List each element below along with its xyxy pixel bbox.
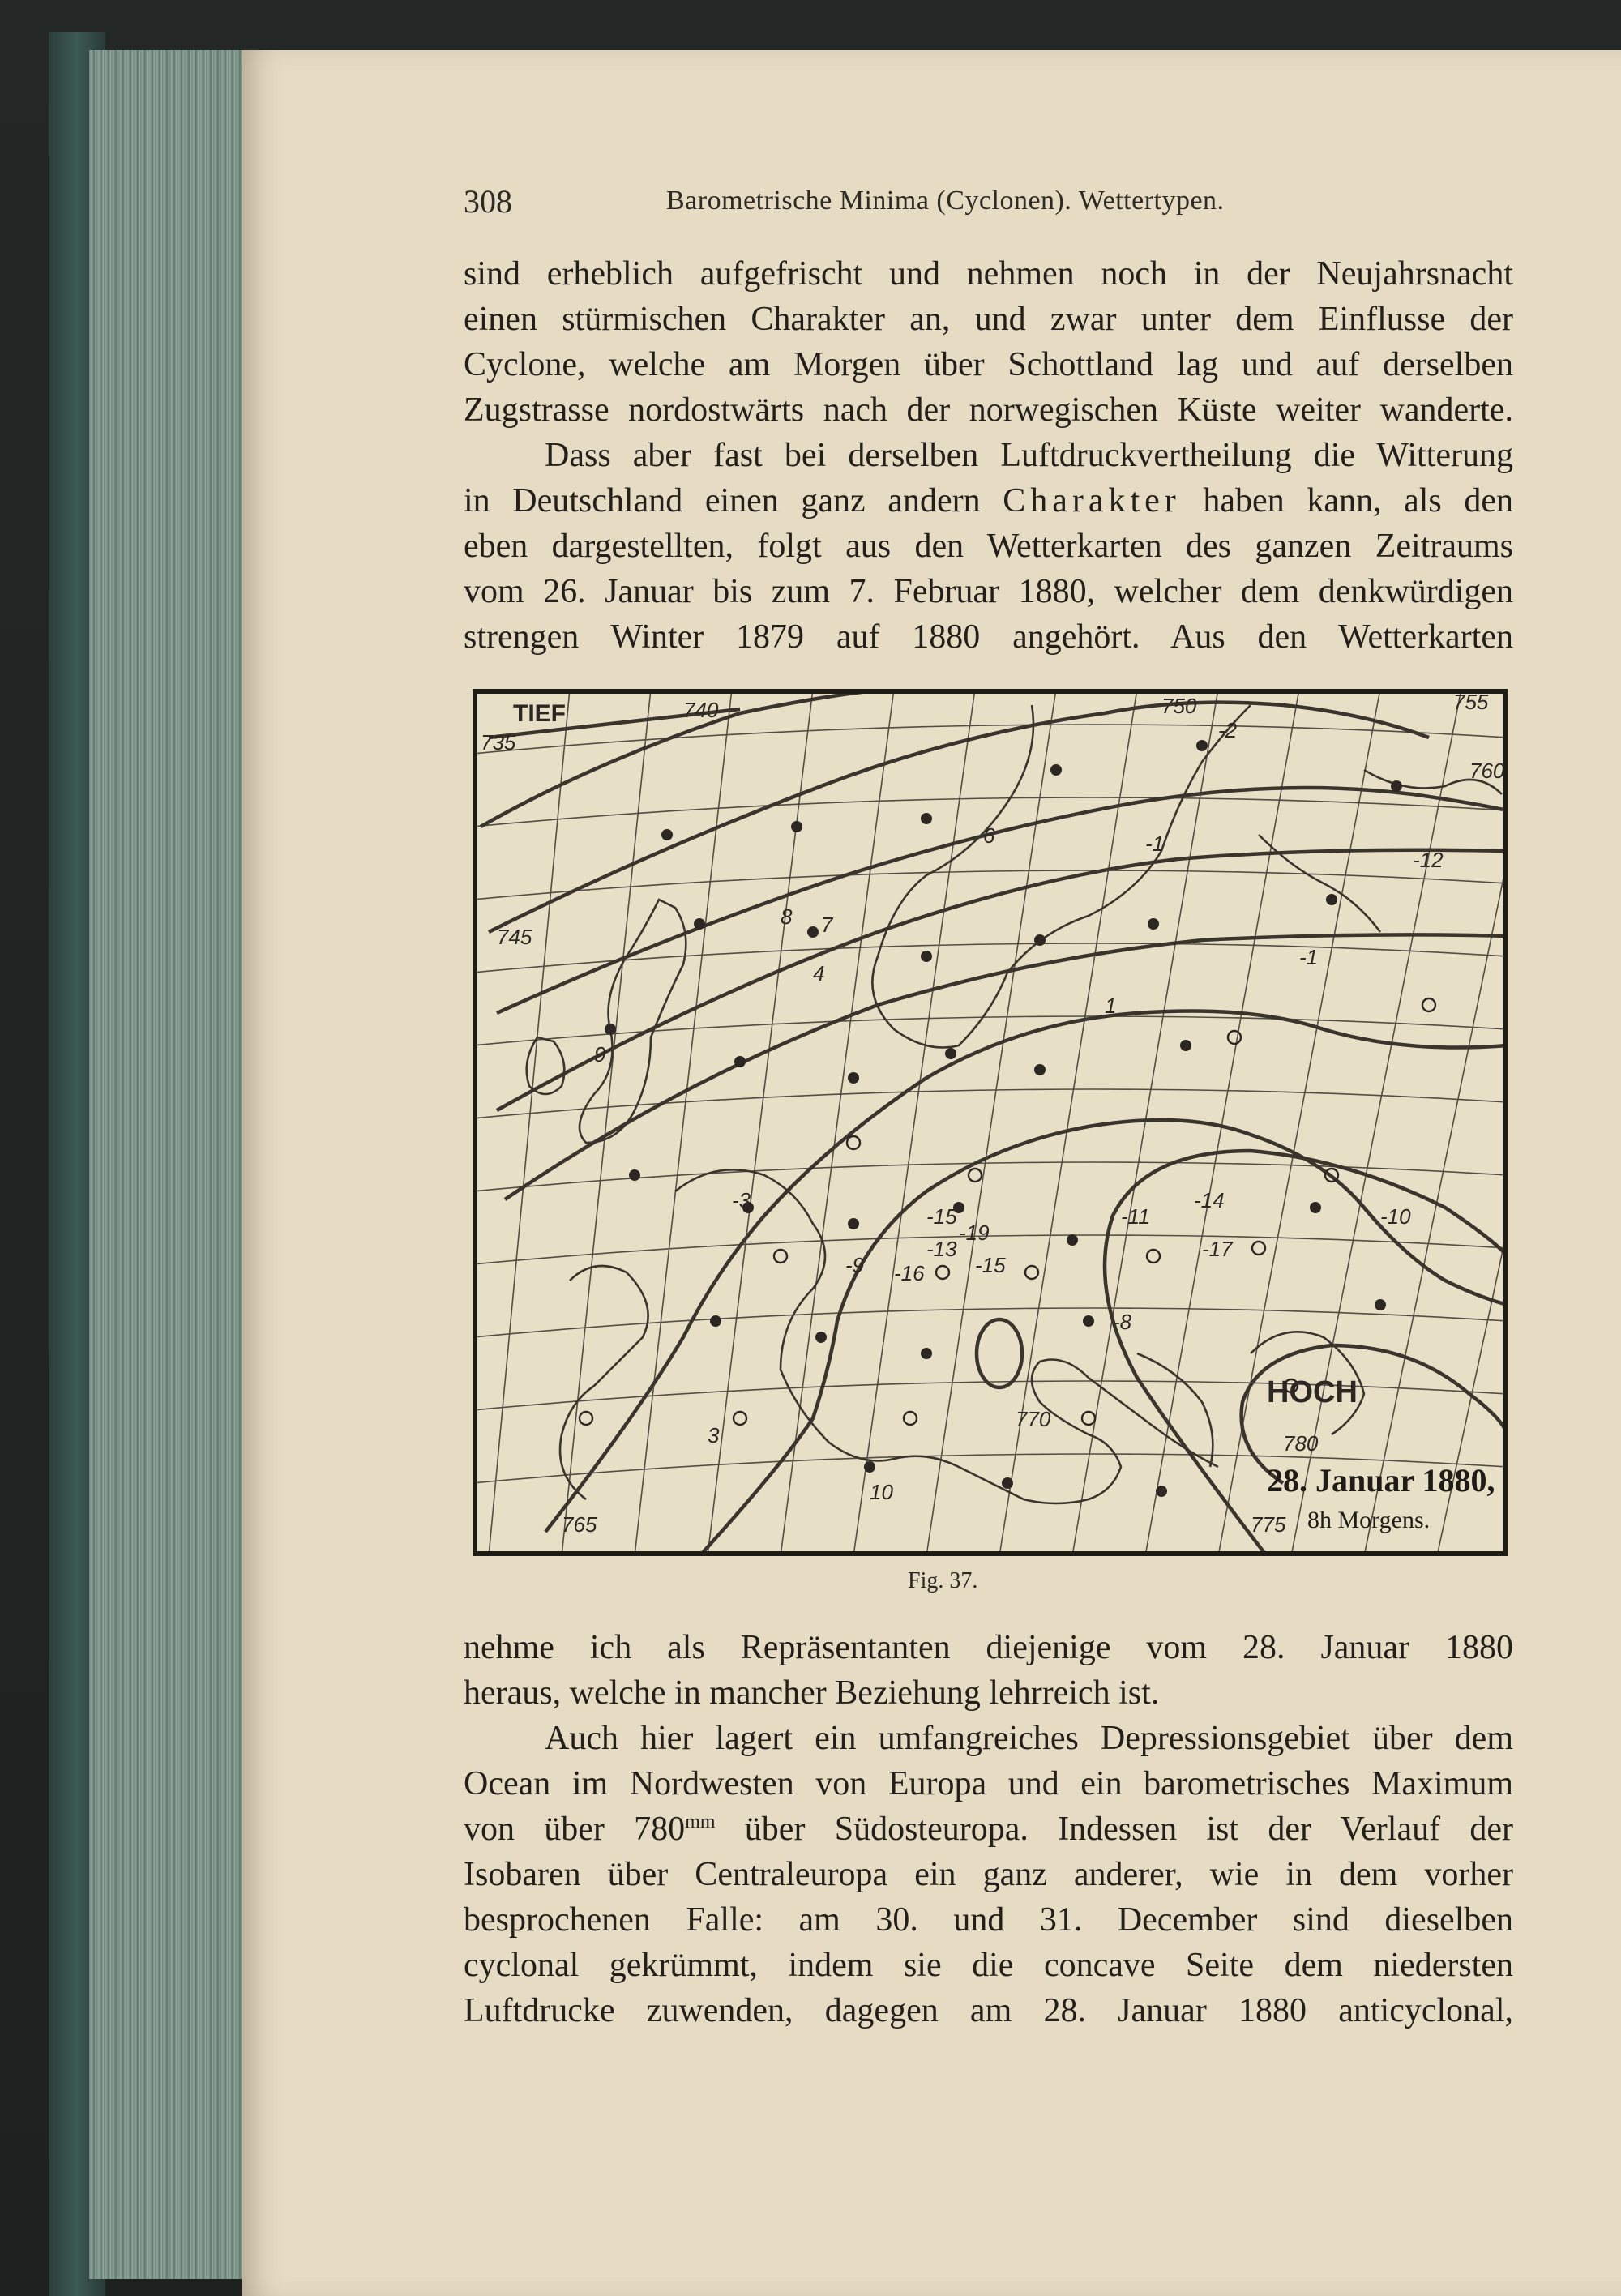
text-line: einen stürmischen Charakter an, und zwar unter dem Einflusse der [464,301,1513,338]
temp-label: 4 [813,961,825,986]
text-fragment: von über 780 [464,1811,686,1848]
text-fragment: in Deutschland einen ganz andern [464,482,1003,519]
figure-caption: Fig. 37. [908,1568,978,1593]
temp-label: -17 [1202,1237,1233,1261]
temp-label: -8 [1113,1310,1132,1334]
running-head [464,182,1355,223]
map-date: 28. Januar 1880, [1267,1462,1495,1499]
isobar-label-755: 755 [1453,690,1489,714]
isobar-label-750: 750 [1161,694,1197,718]
text-line: strengen Winter 1879 auf 1880 angehört. Aus den Wetterkarten [464,618,1513,656]
text-line [464,478,1513,524]
map-time: 8h Morgens. [1307,1507,1431,1533]
text-line: cyclonal gekrümmt, indem sie die concave Seite dem niedersten [464,1947,1513,1984]
paragraph-2 [464,433,1513,660]
isobar-label-740: 740 [683,698,719,722]
isobar-label-765: 765 [562,1512,597,1537]
temp-label: 10 [870,1480,893,1504]
temp-label: -15 [975,1253,1006,1277]
temp-label: -14 [1194,1188,1225,1212]
temp-label: 1 [1105,994,1117,1018]
paragraph-3 [464,1625,1513,1716]
temp-label: -9 [845,1253,865,1277]
paragraph-1 [464,251,1513,433]
text-line: nehme ich als Repräsentanten diejenige vom 28. Januar 1880 [464,1629,1513,1666]
temp-label: 9 [594,1042,606,1067]
high-label: HOCH [1267,1375,1358,1409]
temp-label: 3 [708,1423,720,1447]
temp-label: 6 [983,823,995,848]
unit-superscript: mm [685,1811,716,1832]
temp-label: -1 [1299,945,1319,969]
isobar-label-775: 775 [1251,1512,1286,1537]
temp-label: -11 [1121,1204,1150,1229]
page-number: 308 [464,183,512,220]
text-fragment: über Südosteuropa. Indessen ist der Verlauf der [715,1811,1513,1848]
isobar-label-760: 760 [1469,759,1505,783]
weather-map-figure [473,689,1508,1556]
temp-label: -1 [1145,832,1165,856]
text-line: Isobaren über Centraleuropa ein ganz anderer, wie in dem vorher [464,1856,1513,1893]
text-line: Luftdrucke zuwenden, dagegen am 28. Januar 1880 anticyclonal, [464,1992,1513,2029]
text-line: Cyclone, welche am Morgen über Schottland lag und auf derselben [464,346,1513,383]
isobar-label-735: 735 [481,730,516,755]
paragraph-4 [464,1716,1513,2033]
temp-label: -19 [959,1221,990,1245]
running-title: Barometrische Minima (Cyclonen). Wettertypen. [666,186,1225,216]
text-line: Ocean im Nordwesten von Europa und ein barometrisches Maximum [464,1765,1513,1802]
text-line: eben dargestellten, folgt aus den Wetterkarten des ganzen Zeitraums [464,528,1513,565]
text-block-bottom [464,1625,1513,2033]
text-line [464,1806,1513,1852]
low-label: TIEF [513,700,566,727]
text-block-top [464,251,1513,660]
spaced-word: Charakter [1003,482,1181,519]
temp-label: -10 [1380,1204,1411,1229]
text-line: heraus, welche in mancher Beziehung lehrreich ist. [464,1674,1160,1712]
text-line: Auch hier lagert ein umfangreiches Depressionsgebiet über dem [545,1720,1513,1757]
temp-label: -3 [732,1188,751,1212]
isobar-label-780: 780 [1283,1431,1319,1456]
text-line: Dass aber fast bei derselben Luftdruckvertheilung die Witterung [545,437,1513,474]
isobar-label-745: 745 [497,925,532,949]
text-line: sind erheblich aufgefrischt und nehmen noch in der Neujahrsnacht [464,255,1513,293]
temp-label: -12 [1413,848,1444,872]
temp-label: 7 [821,913,833,937]
temp-label: -13 [926,1237,957,1261]
temp-label: -2 [1218,718,1238,742]
text-line: Zugstrasse nordostwärts nach der norwegischen Küste weiter wanderte. [464,391,1513,429]
temp-label: 8 [781,904,793,929]
page-edges [89,50,243,2279]
text-line: vom 26. Januar bis zum 7. Februar 1880, welcher dem denkwürdigen [464,573,1513,610]
text-fragment: haben kann, als den [1180,482,1513,519]
temp-label: -16 [894,1261,925,1285]
temp-label: -15 [926,1204,957,1229]
weather-map [473,689,1508,1556]
text-line: besprochenen Falle: am 30. und 31. December sind dieselben [464,1901,1513,1939]
isobar-label-770: 770 [1016,1407,1051,1431]
